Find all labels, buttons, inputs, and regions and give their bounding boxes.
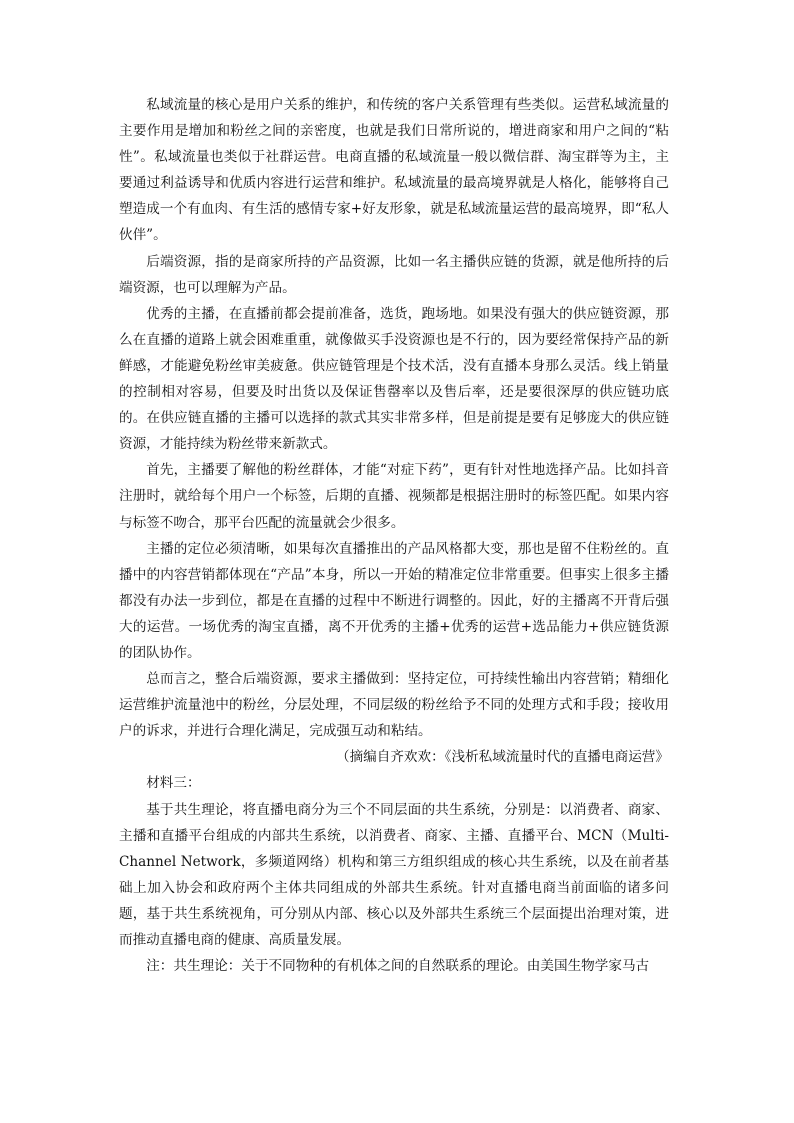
material-three-heading: 材料三： xyxy=(146,775,201,792)
paragraph-positioning: 主播的定位必须清晰，如果每次直播推出的产品风格都大变，那也是留不住粉丝的。直播中的内容营销都体现在“产品”本身，所以一开始的精准定位非常重要。但事实上很多主播都没有办法一步到位，都是在直播的过程中不断进行调整的。因此，好的主播离不开背后强大的运营。一场优秀的淘宝直播，离不开优秀的主播+优秀的运营+选品能力+供应链货源的团队协作。 xyxy=(119,540,669,661)
paragraph-summary: 总而言之，整合后端资源，要求主播做到：坚持定位，可持续性输出内容营销；精细化运营维护流量池中的粉丝，分层处理，不同层级的粉丝给予不同的处理方式和手段；接收用户的诉求，并进行合理化满足，完成强互动和粘结。 xyxy=(119,671,669,740)
paragraph-private-traffic: 私域流量的核心是用户关系的维护，和传统的客户关系管理有些类似。运营私域流量的主要作用是增加和粉丝之间的亲密度，也就是我们日常所说的，增进商家和用户之间的“粘性”。私域流量也类似于社群运营。电商直播的私域流量一般以微信群、淘宝群等为主，主要通过利益诱导和优质内容进行运营和维护。私域流量的最高境界就是人格化，能够将自己塑造成一个有血肉、有生活的感情专家+好友形象，就是私域流量运营的最高境界，即“私人伙伴”。 xyxy=(119,97,669,244)
source-citation: （摘编自齐欢欢：《浅析私域流量时代的直播电商运营》 xyxy=(335,749,669,766)
paragraph-backend-resources: 后端资源，指的是商家所持的产品资源，比如一名主播供应链的货源，就是他所持的后端资源，也可以理解为产品。 xyxy=(119,253,669,296)
note-symbiosis-theory: 注：共生理论：关于不同物种的有机体之间的自然联系的理论。由美国生物学家马古 xyxy=(146,958,650,975)
document-page xyxy=(119,92,669,979)
paragraph-supply-chain: 优秀的主播，在直播前都会提前准备，选货，跑场地。如果没有强大的供应链资源，那么在直播的道路上就会困难重重，就像做买手没资源也是不行的，因为要经常保持产品的新鲜感，才能避免粉丝审美疲惫。供应链管理是个技术活，没有直播本身那么灵活。线上销量的控制相对容易，但要及时出货以及保证售罄率以及售后率，还是要很深厚的供应链功底的。在供应链直播的主播可以选择的款式其实非常多样，但是前提是要有足够庞大的供应链资源，才能持续为粉丝带来新款式。 xyxy=(119,305,669,453)
paragraph-fan-group: 首先，主播要了解他的粉丝群体，才能“对症下药”，更有针对性地选择产品。比如抖音注册时，就给每个用户一个标签，后期的直播、视频都是根据注册时的标签匹配。如果内容与标签不吻合，那平台匹配的流量就会少很多。 xyxy=(119,462,669,531)
paragraph-symbiosis: 基于共生理论，将直播电商分为三个不同层面的共生系统，分别是：以消费者、商家、主播和直播平台组成的内部共生系统，以消费者、商家、主播、直播平台、MCN（Multi-Channel Network，多频道网络）机构和第三方组织组成的核心共生系统，以及在前者基础上加入协会和政府两个主体共同组成的外部共生系统。针对直播电商当前面临的诸多问题，基于共生系统视角，可分别从内部、核心以及外部共生系统三个层面提出治理对策，进而推动直播电商的健康、高质量发展。 xyxy=(119,801,669,948)
